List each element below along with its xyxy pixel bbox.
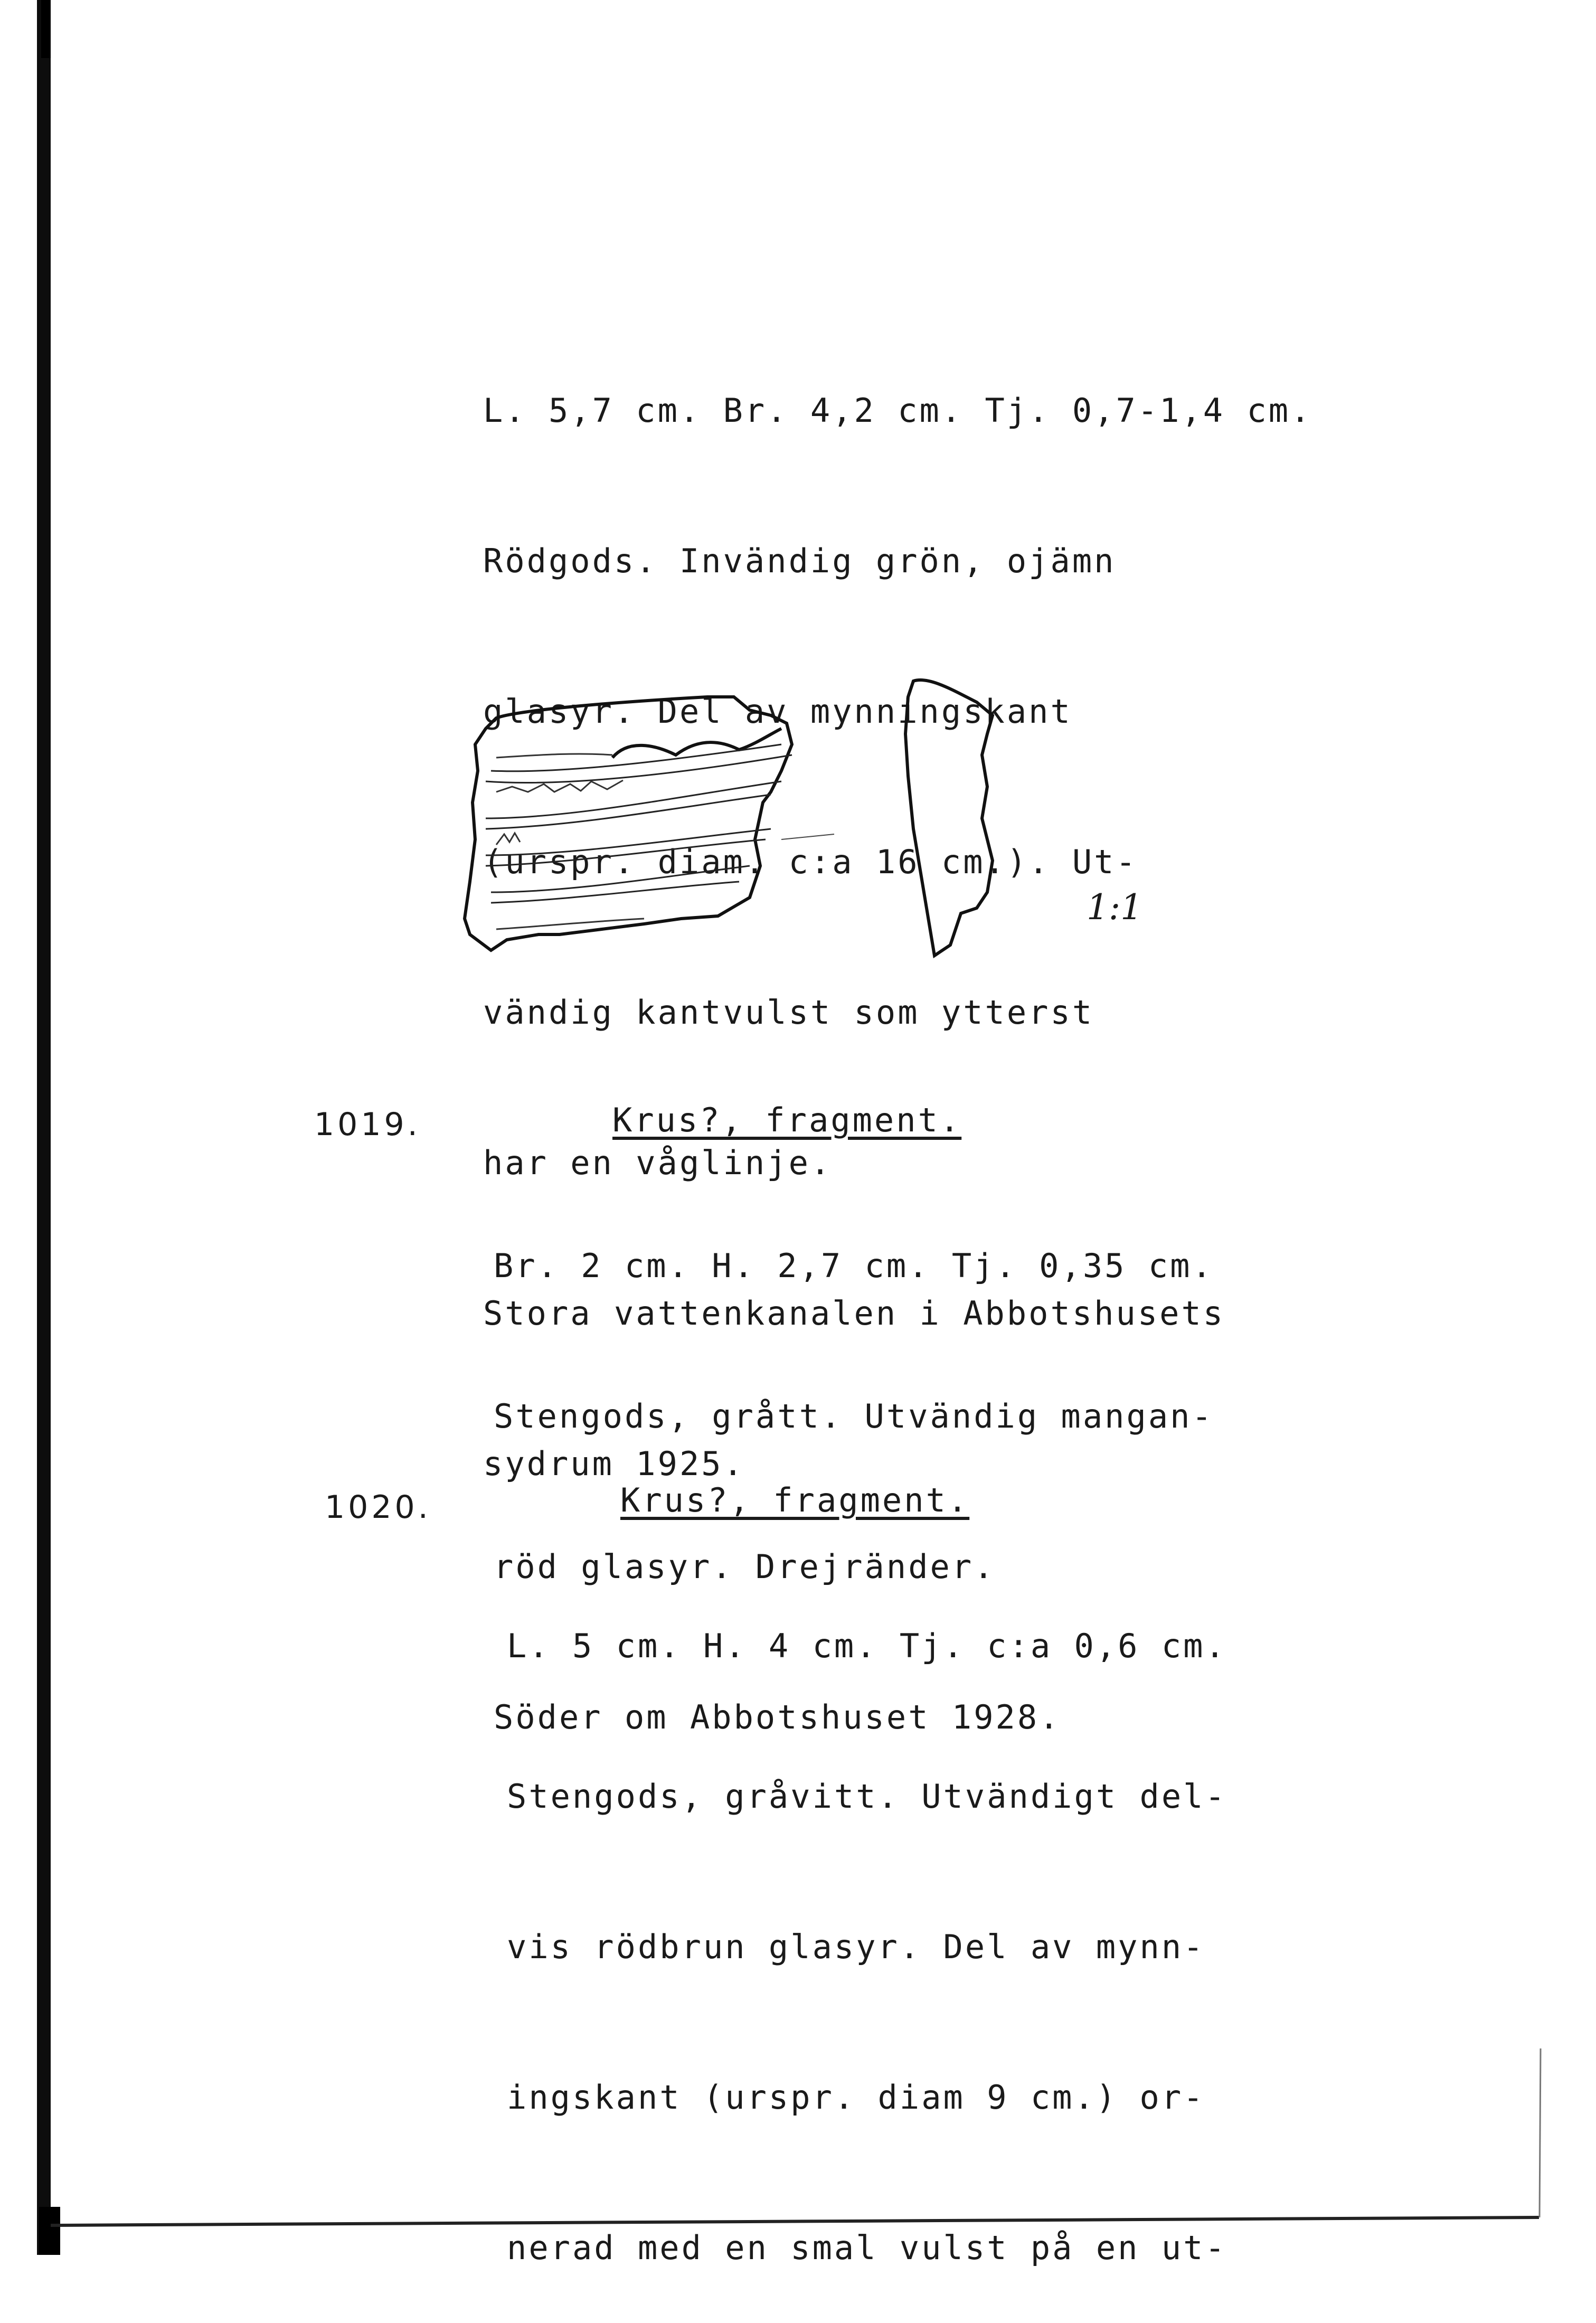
entry-top-line: glasyr. Del av mynningskant [483,692,1072,731]
entry-top-line: L. 5,7 cm. Br. 4,2 cm. Tj. 0,7-1,4 cm. [483,391,1312,430]
entry-1020-line: nerad med en smal vulst på en ut- [507,2228,1227,2267]
entry-top-line: Rödgods. Invändig grön, ojämn [483,542,1116,580]
sherd-profile-view-drawing [898,671,1045,977]
entry-1020-line: L. 5 cm. H. 4 cm. Tj. c:a 0,6 cm. [507,1627,1227,1665]
entry-1020-description [507,1521,1227,2323]
entry-1019-line: Söder om Abbotshuset 1928. [494,1698,1061,1736]
entry-heading: Krus?, fragment. [620,1481,970,1519]
entry-top-line: sydrum 1925. [483,1444,745,1483]
entry-1019-line: Stengods, grått. Utvändig mangan- [494,1397,1214,1436]
entry-number: 1020. [325,1489,431,1526]
entry-1019-line: Br. 2 cm. H. 2,7 cm. Tj. 0,35 cm. [494,1247,1214,1285]
entry-1020-line: vis rödbrun glasyr. Del av mynn- [507,1928,1205,1966]
entry-1020-line: ingskant (urspr. diam 9 cm.) or- [507,2078,1205,2117]
entry-1019-line: röd glasyr. Drejränder. [494,1547,996,1586]
entry-1020-line: Stengods, gråvitt. Utvändigt del- [507,1777,1227,1816]
sherd-front-view-drawing [454,665,908,1035]
drawing-scale-label: 1:1 [1087,887,1143,928]
entry-top-line: har en våglinje. [483,1144,833,1182]
entry-top-line: vändig kantvulst som ytterst [483,993,1094,1032]
entry-top-line: Stora vattenkanalen i Abbotshusets [483,1294,1225,1333]
entry-number: 1019. [314,1106,421,1143]
entry-top-line: (urspr. diam. c:a 16 cm.). Ut- [483,843,1138,881]
entry-heading: Krus?, fragment. [612,1101,962,1139]
